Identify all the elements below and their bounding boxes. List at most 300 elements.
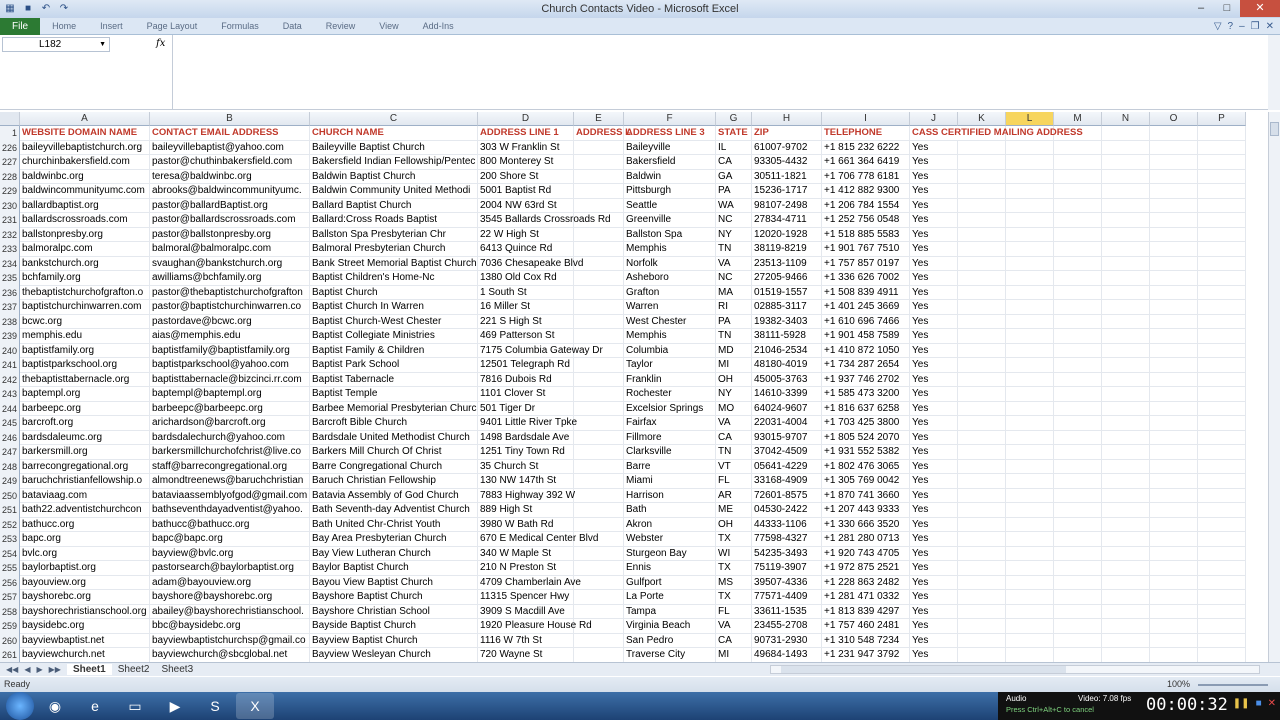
table-cell[interactable] — [1006, 155, 1054, 170]
column-header-h[interactable]: H — [752, 112, 822, 126]
table-cell[interactable]: Yes — [910, 329, 958, 344]
table-cell[interactable]: 54235-3493 — [752, 547, 822, 562]
table-cell[interactable]: Excelsior Springs — [624, 402, 716, 417]
start-button[interactable] — [6, 692, 34, 720]
table-cell[interactable]: NY — [716, 387, 752, 402]
table-cell[interactable]: 38119-8219 — [752, 242, 822, 257]
chevron-down-icon[interactable]: ▼ — [99, 41, 106, 48]
minimize-button[interactable]: – — [1197, 2, 1205, 14]
table-cell[interactable]: abrooks@baldwincommunityumc. — [150, 184, 310, 199]
table-cell[interactable]: 72601-8575 — [752, 489, 822, 504]
row-header[interactable]: 254 — [0, 547, 20, 562]
formula-input[interactable] — [172, 35, 1268, 109]
row-header[interactable]: 240 — [0, 344, 20, 359]
table-cell[interactable] — [1102, 576, 1150, 591]
table-cell[interactable] — [574, 619, 624, 634]
row-header[interactable]: 258 — [0, 605, 20, 620]
table-cell[interactable] — [1006, 344, 1054, 359]
table-cell[interactable]: barbeepc@barbeepc.org — [150, 402, 310, 417]
table-cell[interactable] — [1102, 590, 1150, 605]
column-header-i[interactable]: I — [822, 112, 910, 126]
row-header[interactable]: 252 — [0, 518, 20, 533]
zoom-slider[interactable] — [1198, 684, 1268, 686]
table-cell[interactable]: +1 305 769 0042 — [822, 474, 910, 489]
table-cell[interactable]: bayviewchurch@sbcglobal.net — [150, 648, 310, 663]
table-cell[interactable]: Baylor Baptist Church — [310, 561, 478, 576]
table-cell[interactable] — [574, 242, 624, 257]
column-header-o[interactable]: O — [1150, 112, 1198, 126]
table-cell[interactable] — [958, 474, 1006, 489]
table-cell[interactable] — [574, 141, 624, 156]
table-cell[interactable] — [1102, 213, 1150, 228]
table-cell[interactable] — [1054, 605, 1102, 620]
table-cell[interactable] — [1150, 605, 1198, 620]
table-cell[interactable]: bapc@bapc.org — [150, 532, 310, 547]
table-cell[interactable] — [1150, 590, 1198, 605]
table-cell[interactable]: GA — [716, 170, 752, 185]
table-cell[interactable] — [1006, 300, 1054, 315]
table-cell[interactable]: Virginia Beach — [624, 619, 716, 634]
column-header-d[interactable]: D — [478, 112, 574, 126]
table-cell[interactable]: +1 931 552 5382 — [822, 445, 910, 460]
table-cell[interactable]: 670 E Medical Center Blvd — [478, 532, 574, 547]
table-cell[interactable]: 05641-4229 — [752, 460, 822, 475]
table-cell[interactable]: Bardsdale United Methodist Church — [310, 431, 478, 446]
table-cell[interactable]: Webster — [624, 532, 716, 547]
table-cell[interactable]: 48180-4019 — [752, 358, 822, 373]
table-cell[interactable]: 19382-3403 — [752, 315, 822, 330]
column-header-f[interactable]: F — [624, 112, 716, 126]
table-cell[interactable]: Clarksville — [624, 445, 716, 460]
table-cell[interactable]: TN — [716, 242, 752, 257]
table-cell[interactable] — [1006, 460, 1054, 475]
table-cell[interactable]: NC — [716, 213, 752, 228]
pause-icon[interactable]: ❚❚ — [1232, 698, 1250, 709]
row-header[interactable]: 229 — [0, 184, 20, 199]
row-header[interactable]: 256 — [0, 576, 20, 591]
tab-page-layout[interactable]: Page Layout — [146, 21, 198, 31]
column-header-p[interactable]: P — [1198, 112, 1246, 126]
column-title-cell[interactable]: ADDRESS LINE 3 — [624, 126, 716, 141]
undo-icon[interactable]: ↶ — [41, 3, 51, 14]
table-cell[interactable]: Bayou View Baptist Church — [310, 576, 478, 591]
table-cell[interactable] — [1054, 170, 1102, 185]
table-cell[interactable]: barkersmill.org — [20, 445, 150, 460]
table-cell[interactable]: 5001 Baptist Rd — [478, 184, 574, 199]
table-cell[interactable] — [1054, 474, 1102, 489]
table-cell[interactable]: Ballard Baptist Church — [310, 199, 478, 214]
table-cell[interactable] — [1102, 141, 1150, 156]
table-cell[interactable] — [958, 242, 1006, 257]
table-cell[interactable] — [1198, 474, 1246, 489]
table-cell[interactable]: +1 231 947 3792 — [822, 648, 910, 663]
table-cell[interactable] — [1198, 329, 1246, 344]
table-cell[interactable] — [1006, 402, 1054, 417]
table-cell[interactable]: 38111-5928 — [752, 329, 822, 344]
table-cell[interactable] — [1150, 634, 1198, 649]
table-cell[interactable]: 12501 Telegraph Rd — [478, 358, 574, 373]
table-cell[interactable]: bathucc.org — [20, 518, 150, 533]
row-header[interactable]: 255 — [0, 561, 20, 576]
table-cell[interactable] — [1006, 547, 1054, 562]
table-cell[interactable]: 64024-9607 — [752, 402, 822, 417]
table-cell[interactable]: Barkers Mill Church Of Christ — [310, 445, 478, 460]
table-cell[interactable]: baptistchurchinwarren.com — [20, 300, 150, 315]
table-cell[interactable] — [1198, 387, 1246, 402]
table-cell[interactable] — [574, 518, 624, 533]
row-header[interactable]: 239 — [0, 329, 20, 344]
table-cell[interactable]: Baptist Park School — [310, 358, 478, 373]
table-cell[interactable] — [958, 257, 1006, 272]
table-cell[interactable] — [1054, 431, 1102, 446]
table-cell[interactable]: 77598-4327 — [752, 532, 822, 547]
table-cell[interactable]: 98107-2498 — [752, 199, 822, 214]
table-cell[interactable]: bardsdalechurch@yahoo.com — [150, 431, 310, 446]
table-cell[interactable] — [1006, 373, 1054, 388]
table-cell[interactable] — [1054, 373, 1102, 388]
table-cell[interactable] — [1150, 199, 1198, 214]
table-cell[interactable]: thebaptisttabernacle.org — [20, 373, 150, 388]
table-cell[interactable]: 4709 Chamberlain Ave — [478, 576, 574, 591]
table-cell[interactable]: Ballston Spa — [624, 228, 716, 243]
table-cell[interactable] — [1198, 315, 1246, 330]
table-cell[interactable]: balmoral@balmoralpc.com — [150, 242, 310, 257]
table-cell[interactable] — [1054, 532, 1102, 547]
table-cell[interactable]: 501 Tiger Dr — [478, 402, 574, 417]
table-cell[interactable]: bankstchurch.org — [20, 257, 150, 272]
table-cell[interactable] — [574, 532, 624, 547]
table-cell[interactable]: 3909 S Macdill Ave — [478, 605, 574, 620]
table-cell[interactable]: bayview@bvlc.org — [150, 547, 310, 562]
table-cell[interactable] — [1198, 619, 1246, 634]
table-cell[interactable] — [1102, 170, 1150, 185]
table-cell[interactable] — [1006, 605, 1054, 620]
table-cell[interactable] — [1102, 271, 1150, 286]
folder-icon[interactable]: ▭ — [128, 697, 142, 714]
last-sheet-icon[interactable]: ▶▶ — [48, 665, 61, 674]
table-cell[interactable]: 1380 Old Cox Rd — [478, 271, 574, 286]
table-cell[interactable]: CA — [716, 155, 752, 170]
table-cell[interactable]: +1 207 443 9333 — [822, 503, 910, 518]
table-cell[interactable]: baileyvillebaptist@yahoo.com — [150, 141, 310, 156]
table-cell[interactable]: +1 757 460 2481 — [822, 619, 910, 634]
table-cell[interactable]: 469 Patterson St — [478, 329, 574, 344]
table-cell[interactable]: +1 815 232 6222 — [822, 141, 910, 156]
table-cell[interactable] — [574, 315, 624, 330]
table-cell[interactable]: Taylor — [624, 358, 716, 373]
table-cell[interactable]: PA — [716, 184, 752, 199]
table-cell[interactable]: bataviaag.com — [20, 489, 150, 504]
table-cell[interactable]: TX — [716, 532, 752, 547]
table-cell[interactable]: pastorsearch@baylorbaptist.org — [150, 561, 310, 576]
table-cell[interactable] — [1102, 199, 1150, 214]
table-cell[interactable]: 22031-4004 — [752, 416, 822, 431]
table-cell[interactable]: barbeepc.org — [20, 402, 150, 417]
table-cell[interactable]: Yes — [910, 532, 958, 547]
table-cell[interactable]: PA — [716, 315, 752, 330]
table-cell[interactable] — [574, 344, 624, 359]
table-cell[interactable] — [1150, 474, 1198, 489]
table-cell[interactable]: Baptist Church — [310, 286, 478, 301]
table-cell[interactable]: baysidebc.org — [20, 619, 150, 634]
table-cell[interactable]: svaughan@bankstchurch.org — [150, 257, 310, 272]
table-cell[interactable] — [1054, 503, 1102, 518]
table-cell[interactable]: Yes — [910, 300, 958, 315]
table-cell[interactable]: Memphis — [624, 242, 716, 257]
column-header-b[interactable]: B — [150, 112, 310, 126]
table-cell[interactable]: NC — [716, 271, 752, 286]
table-cell[interactable]: Bakersfield Indian Fellowship/Pentec — [310, 155, 478, 170]
table-cell[interactable]: Yes — [910, 344, 958, 359]
table-cell[interactable]: Baptist Church-West Chester — [310, 315, 478, 330]
column-header-n[interactable]: N — [1102, 112, 1150, 126]
table-cell[interactable] — [1054, 402, 1102, 417]
table-cell[interactable] — [1054, 242, 1102, 257]
table-cell[interactable]: Yes — [910, 228, 958, 243]
table-cell[interactable]: baptempl.org — [20, 387, 150, 402]
table-cell[interactable]: Yes — [910, 474, 958, 489]
table-cell[interactable] — [1102, 242, 1150, 257]
table-cell[interactable] — [574, 547, 624, 562]
table-cell[interactable]: +1 937 746 2702 — [822, 373, 910, 388]
table-cell[interactable] — [1198, 605, 1246, 620]
column-title-cell[interactable]: WEBSITE DOMAIN NAME — [20, 126, 150, 141]
table-cell[interactable]: 39507-4336 — [752, 576, 822, 591]
table-cell[interactable] — [1102, 329, 1150, 344]
table-cell[interactable] — [1150, 416, 1198, 431]
table-cell[interactable]: MO — [716, 402, 752, 417]
table-cell[interactable] — [958, 184, 1006, 199]
table-cell[interactable]: 35 Church St — [478, 460, 574, 475]
table-cell[interactable]: 16 Miller St — [478, 300, 574, 315]
table-cell[interactable] — [574, 590, 624, 605]
table-cell[interactable] — [1006, 271, 1054, 286]
table-cell[interactable]: baptistfamily@baptistfamily.org — [150, 344, 310, 359]
table-cell[interactable]: 1251 Tiny Town Rd — [478, 445, 574, 460]
table-cell[interactable]: Baptist Tabernacle — [310, 373, 478, 388]
table-cell[interactable]: +1 816 637 6258 — [822, 402, 910, 417]
table-cell[interactable]: 30511-1821 — [752, 170, 822, 185]
table-cell[interactable] — [1198, 373, 1246, 388]
table-cell[interactable]: +1 610 696 7466 — [822, 315, 910, 330]
table-cell[interactable]: +1 330 666 3520 — [822, 518, 910, 533]
table-cell[interactable]: Yes — [910, 634, 958, 649]
row-header[interactable]: 250 — [0, 489, 20, 504]
horizontal-scrollbar[interactable] — [770, 665, 1260, 674]
table-cell[interactable]: Yes — [910, 489, 958, 504]
table-cell[interactable]: +1 870 741 3660 — [822, 489, 910, 504]
table-cell[interactable]: Yes — [910, 402, 958, 417]
table-cell[interactable] — [1198, 402, 1246, 417]
row-header[interactable]: 226 — [0, 141, 20, 156]
table-cell[interactable]: Miami — [624, 474, 716, 489]
table-cell[interactable] — [1150, 576, 1198, 591]
row-header[interactable]: 233 — [0, 242, 20, 257]
table-cell[interactable]: +1 813 839 4297 — [822, 605, 910, 620]
table-cell[interactable]: bcwc.org — [20, 315, 150, 330]
row-header[interactable]: 238 — [0, 315, 20, 330]
row-header[interactable]: 253 — [0, 532, 20, 547]
doc-minimize-icon[interactable]: – — [1239, 21, 1245, 32]
table-cell[interactable] — [574, 387, 624, 402]
column-header-m[interactable]: M — [1054, 112, 1102, 126]
table-cell[interactable]: baldwinbc.org — [20, 170, 150, 185]
table-cell[interactable]: Franklin — [624, 373, 716, 388]
table-cell[interactable] — [1102, 344, 1150, 359]
table-cell[interactable] — [1054, 590, 1102, 605]
table-cell[interactable]: bayshorechristianschool.org — [20, 605, 150, 620]
table-cell[interactable]: pastor@ballardscrossroads.com — [150, 213, 310, 228]
cancel-icon[interactable]: ✕ — [1267, 698, 1276, 709]
table-cell[interactable]: Bakersfield — [624, 155, 716, 170]
table-cell[interactable]: Barcroft Bible Church — [310, 416, 478, 431]
table-cell[interactable] — [958, 648, 1006, 663]
table-cell[interactable] — [1150, 373, 1198, 388]
table-cell[interactable] — [1006, 141, 1054, 156]
table-cell[interactable] — [958, 170, 1006, 185]
table-cell[interactable] — [1150, 228, 1198, 243]
table-cell[interactable]: 200 Shore St — [478, 170, 574, 185]
table-cell[interactable] — [1006, 634, 1054, 649]
table-cell[interactable] — [1006, 561, 1054, 576]
table-cell[interactable]: 21046-2534 — [752, 344, 822, 359]
table-cell[interactable] — [1006, 257, 1054, 272]
table-cell[interactable] — [1006, 184, 1054, 199]
table-cell[interactable]: Greenville — [624, 213, 716, 228]
table-cell[interactable]: bchfamily.org — [20, 271, 150, 286]
table-cell[interactable] — [958, 605, 1006, 620]
table-cell[interactable]: baylorbaptist.org — [20, 561, 150, 576]
table-cell[interactable] — [958, 344, 1006, 359]
table-cell[interactable] — [574, 170, 624, 185]
row-header[interactable]: 260 — [0, 634, 20, 649]
table-cell[interactable]: baileyvillebaptistchurch.org — [20, 141, 150, 156]
table-cell[interactable] — [1006, 619, 1054, 634]
table-cell[interactable] — [958, 460, 1006, 475]
table-cell[interactable]: Ballston Spa Presbyterian Chr — [310, 228, 478, 243]
table-cell[interactable]: VA — [716, 257, 752, 272]
table-cell[interactable]: 61007-9702 — [752, 141, 822, 156]
table-cell[interactable] — [1102, 402, 1150, 417]
table-cell[interactable] — [958, 315, 1006, 330]
row-header[interactable]: 227 — [0, 155, 20, 170]
table-cell[interactable]: +1 410 872 1050 — [822, 344, 910, 359]
table-cell[interactable] — [574, 286, 624, 301]
table-cell[interactable] — [1150, 648, 1198, 663]
tab-formulas[interactable]: Formulas — [221, 21, 259, 31]
table-cell[interactable] — [1054, 228, 1102, 243]
table-cell[interactable] — [1102, 547, 1150, 562]
table-cell[interactable] — [574, 605, 624, 620]
table-cell[interactable]: bayviewbaptistchurchsp@gmail.co — [150, 634, 310, 649]
table-cell[interactable] — [1006, 590, 1054, 605]
table-cell[interactable] — [574, 329, 624, 344]
table-cell[interactable] — [1006, 213, 1054, 228]
table-cell[interactable] — [958, 300, 1006, 315]
column-title-cell[interactable]: ADDRESS LINE 1 — [478, 126, 574, 141]
table-cell[interactable] — [958, 373, 1006, 388]
table-cell[interactable] — [1198, 155, 1246, 170]
table-cell[interactable] — [958, 431, 1006, 446]
media-player-icon[interactable]: ▶ — [169, 697, 181, 714]
table-cell[interactable]: memphis.edu — [20, 329, 150, 344]
table-cell[interactable] — [1054, 489, 1102, 504]
table-cell[interactable] — [1054, 619, 1102, 634]
table-cell[interactable] — [1198, 590, 1246, 605]
table-cell[interactable] — [1198, 416, 1246, 431]
column-title-cell[interactable]: STATE — [716, 126, 752, 141]
table-cell[interactable]: Yes — [910, 605, 958, 620]
table-cell[interactable]: 49684-1493 — [752, 648, 822, 663]
table-cell[interactable]: Yes — [910, 648, 958, 663]
table-cell[interactable]: Baldwin Community United Methodi — [310, 184, 478, 199]
table-cell[interactable] — [958, 155, 1006, 170]
table-cell[interactable] — [1102, 619, 1150, 634]
table-cell[interactable] — [1054, 271, 1102, 286]
tab-review[interactable]: Review — [325, 21, 356, 31]
table-cell[interactable]: Baptist Church In Warren — [310, 300, 478, 315]
table-cell[interactable]: Bay Area Presbyterian Church — [310, 532, 478, 547]
table-cell[interactable]: Yes — [910, 184, 958, 199]
table-cell[interactable]: bathucc@bathucc.org — [150, 518, 310, 533]
table-cell[interactable] — [1198, 561, 1246, 576]
table-cell[interactable]: Rochester — [624, 387, 716, 402]
table-cell[interactable] — [574, 416, 624, 431]
row-header[interactable]: 231 — [0, 213, 20, 228]
table-cell[interactable] — [1198, 199, 1246, 214]
table-cell[interactable]: OH — [716, 373, 752, 388]
next-sheet-icon[interactable]: ▶ — [36, 665, 43, 674]
table-cell[interactable]: Yes — [910, 547, 958, 562]
table-cell[interactable]: Ennis — [624, 561, 716, 576]
table-cell[interactable]: MA — [716, 286, 752, 301]
table-cell[interactable] — [574, 648, 624, 663]
row-header[interactable]: 249 — [0, 474, 20, 489]
table-cell[interactable] — [1150, 547, 1198, 562]
table-cell[interactable]: Yes — [910, 213, 958, 228]
table-cell[interactable] — [1054, 416, 1102, 431]
table-cell[interactable]: CA — [716, 431, 752, 446]
table-cell[interactable] — [1198, 300, 1246, 315]
table-cell[interactable]: 1101 Clover St — [478, 387, 574, 402]
table-cell[interactable] — [1006, 358, 1054, 373]
table-cell[interactable]: 7175 Columbia Gateway Dr — [478, 344, 574, 359]
table-cell[interactable]: bayviewbaptist.net — [20, 634, 150, 649]
column-title-cell[interactable] — [1198, 126, 1246, 141]
table-cell[interactable]: RI — [716, 300, 752, 315]
table-cell[interactable]: MI — [716, 358, 752, 373]
table-cell[interactable]: NY — [716, 228, 752, 243]
table-cell[interactable] — [1054, 199, 1102, 214]
table-cell[interactable]: WI — [716, 547, 752, 562]
table-cell[interactable] — [958, 358, 1006, 373]
table-cell[interactable] — [574, 402, 624, 417]
table-cell[interactable]: 37042-4509 — [752, 445, 822, 460]
table-cell[interactable]: 7036 Chesapeake Blvd — [478, 257, 574, 272]
table-cell[interactable]: Yes — [910, 155, 958, 170]
table-cell[interactable] — [574, 271, 624, 286]
table-cell[interactable]: Baptist Temple — [310, 387, 478, 402]
table-cell[interactable]: +1 281 280 0713 — [822, 532, 910, 547]
close-button[interactable]: ✕ — [1240, 0, 1280, 17]
table-cell[interactable]: pastor@ballstonpresby.org — [150, 228, 310, 243]
table-cell[interactable] — [958, 489, 1006, 504]
table-cell[interactable] — [574, 445, 624, 460]
table-cell[interactable] — [1006, 518, 1054, 533]
table-cell[interactable] — [1102, 532, 1150, 547]
table-cell[interactable]: 45005-3763 — [752, 373, 822, 388]
row-header[interactable]: 244 — [0, 402, 20, 417]
